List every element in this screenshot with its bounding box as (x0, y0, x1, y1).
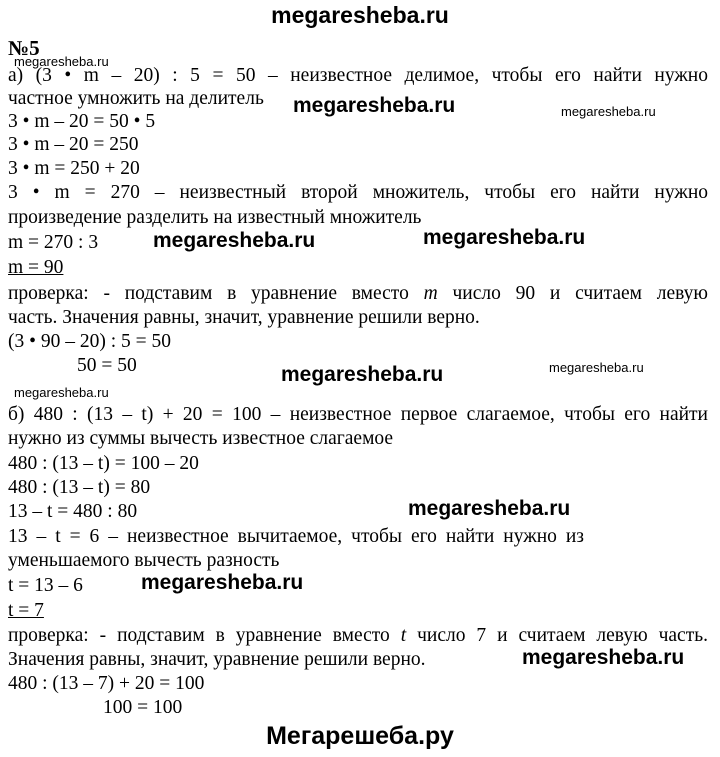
part-a-line-3: 3 • m – 20 = 50 • 5 (8, 111, 156, 132)
watermark-big-1: megaresheba.ru (293, 94, 456, 117)
part-a-line-7: произведение разделить на известный множитель (8, 207, 422, 228)
part-b-check-line-1 (8, 624, 708, 648)
part-a-answer-text: m = 90 (8, 257, 64, 278)
part-a-check-line-3: (3 • 90 – 20) : 5 = 50 (8, 331, 171, 352)
site-header: megaresheba.ru (271, 2, 449, 28)
part-a-check-var: m (423, 283, 438, 304)
part-b-check-var: t (400, 625, 407, 646)
part-b-check-post: число 7 и считаем левую часть. (406, 625, 708, 646)
part-b-answer-text: t = 7 (8, 600, 44, 621)
part-a-line-6: 3 • m = 270 – неизвестный второй множитель, чтобы его найти нужно (8, 182, 708, 203)
watermark-big-3: megaresheba.ru (423, 226, 586, 249)
watermark-small-4: megaresheba.ru (14, 385, 109, 400)
part-b-answer (8, 599, 708, 623)
watermark-big-7: megaresheba.ru (522, 646, 685, 669)
part-b-line-4: 480 : (13 – t) = 80 (8, 477, 151, 498)
part-a-line-4: 3 • m – 20 = 250 (8, 134, 139, 155)
watermark-small-3: megaresheba.ru (549, 360, 644, 375)
part-b-check-line-2: Значения равны, значит, уравнение решили верно. (8, 649, 426, 670)
watermark-small-1: megaresheba.ru (14, 54, 109, 69)
part-a-check-line-2: часть. Значения равны, значит, уравнение решили верно. (8, 307, 480, 328)
part-b-line-6: 13 – t = 6 – неизвестное вычитаемое, чтобы его найти нужно из (8, 526, 584, 547)
part-b-check-line-4: 100 = 100 (103, 697, 183, 718)
part-a-line-8: m = 270 : 3 (8, 232, 99, 253)
part-b-line-5: 13 – t = 480 : 80 (8, 501, 138, 522)
part-a-check-line-1 (8, 282, 708, 306)
part-b-line-7: уменьшаемого вычесть разность (8, 550, 280, 571)
part-b-line-8: t = 13 – 6 (8, 575, 83, 596)
watermark-big-6: megaresheba.ru (141, 571, 304, 594)
part-a-line-5: 3 • m = 250 + 20 (8, 158, 140, 179)
watermark-small-2: megaresheba.ru (561, 104, 656, 119)
site-footer: Мегарешеба.ру (266, 722, 454, 750)
part-b-line-2: нужно из суммы вычесть известное слагаемое (8, 428, 394, 449)
part-a-check-post: число 90 и считаем левую (437, 283, 708, 304)
part-a-line-2: частное умножить на делитель (8, 88, 264, 109)
watermark-big-4: megaresheba.ru (281, 363, 444, 386)
part-b-line-1: б) 480 : (13 – t) + 20 = 100 – неизвестное первое слагаемое, чтобы его найти (8, 404, 708, 425)
part-b-check-pre: проверка: - подставим в уравнение вместо (8, 625, 401, 646)
part-a-answer (8, 256, 708, 280)
task-number: №5 (8, 36, 40, 60)
part-a-line-1: а) (3 • m – 20) : 5 = 50 – неизвестное делимое, чтобы его найти нужно (8, 65, 708, 86)
watermark-big-2: megaresheba.ru (153, 229, 316, 252)
part-a-check-line-4: 50 = 50 (77, 355, 137, 376)
part-a-check-pre: проверка: - подставим в уравнение вместо (8, 283, 424, 304)
part-b-check-line-3: 480 : (13 – 7) + 20 = 100 (8, 673, 205, 694)
watermark-big-5: megaresheba.ru (408, 497, 571, 520)
part-b-line-3: 480 : (13 – t) = 100 – 20 (8, 453, 199, 474)
